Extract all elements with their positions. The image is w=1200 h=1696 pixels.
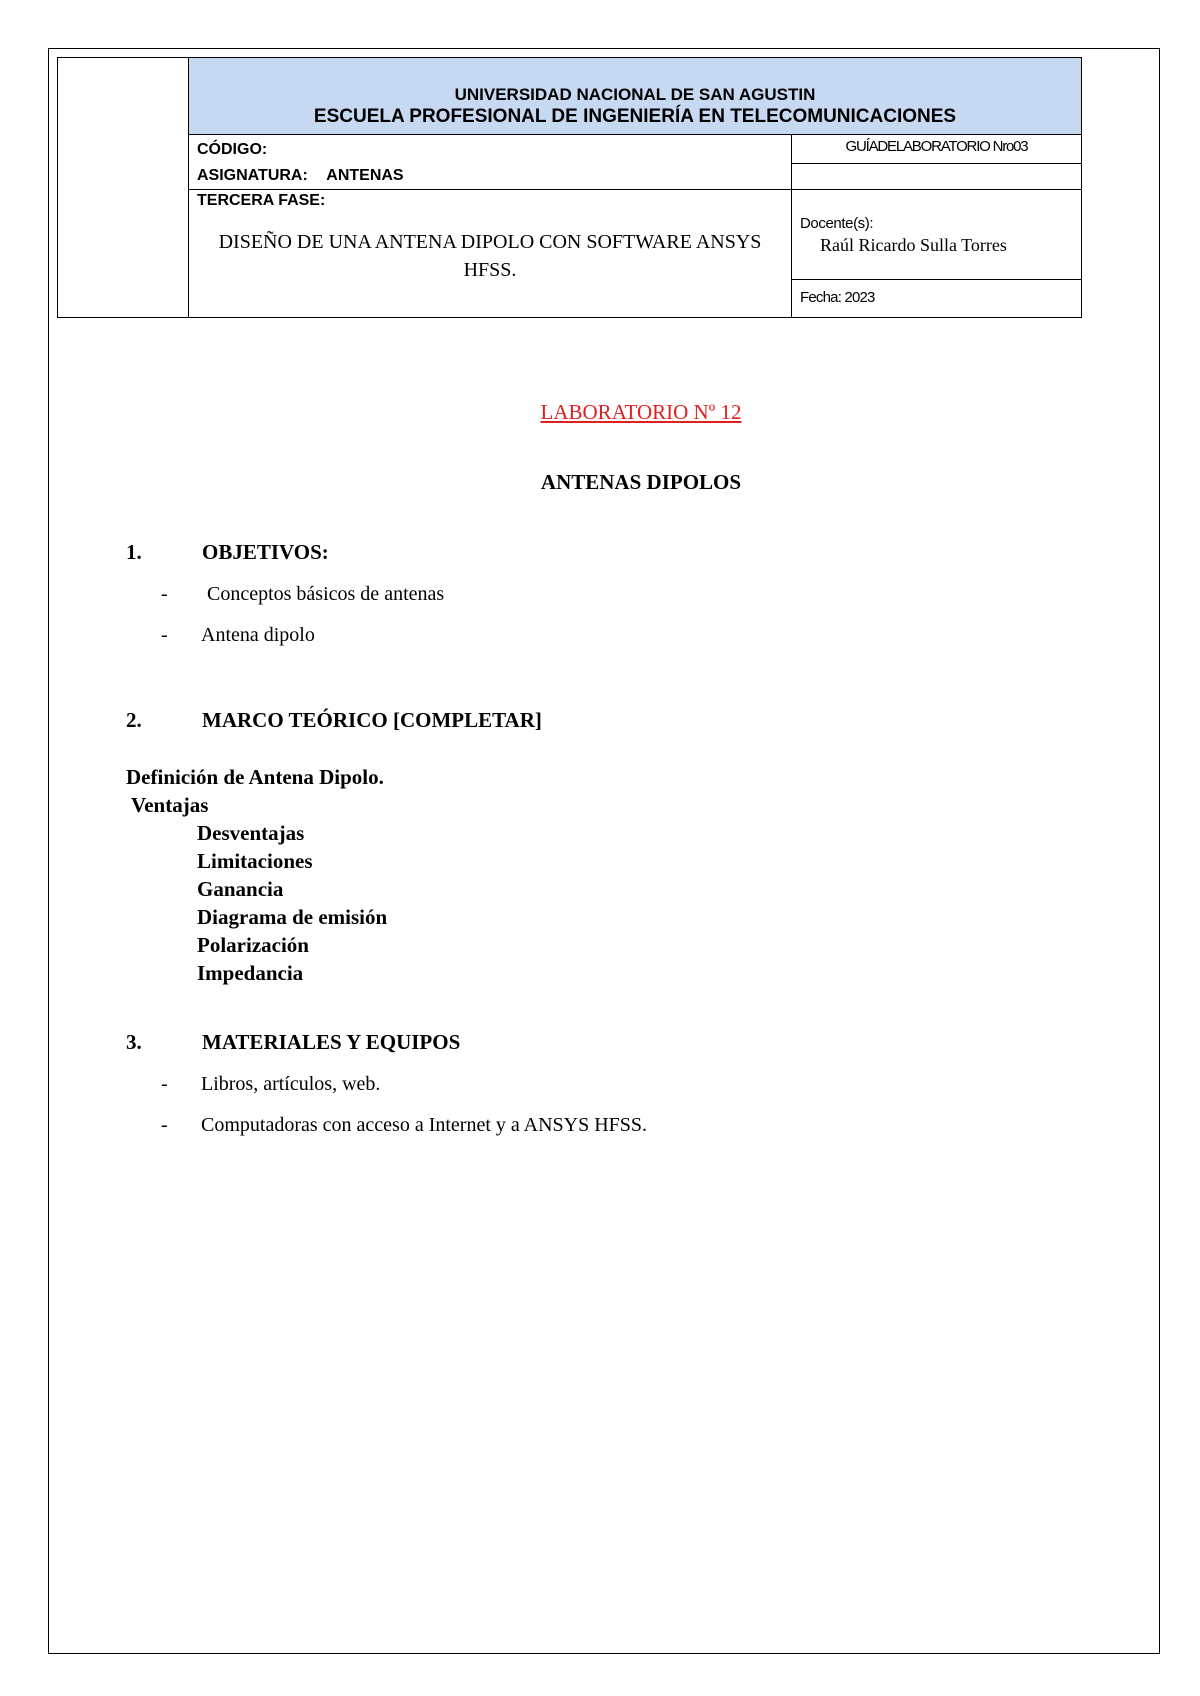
definition-line: Definición de Antena Dipolo.	[126, 765, 384, 789]
section-title: MARCO TEÓRICO [COMPLETAR]	[202, 708, 542, 732]
section-number: 1.	[126, 540, 142, 564]
ventajas-line: Ventajas	[131, 793, 209, 817]
marco-item: Limitaciones	[197, 849, 313, 873]
list-item: - Conceptos básicos de antenas	[161, 583, 445, 605]
guide-cell	[792, 135, 1082, 164]
school-name: ESCUELA PROFESIONAL DE INGENIERÍA EN TELECOMUNICACIONES	[313, 106, 957, 127]
project-cell	[189, 190, 792, 318]
marco-item: Desventajas	[197, 821, 305, 845]
list-item: - Libros, artículos, web.	[161, 1073, 381, 1095]
main-title: ANTENAS DIPOLOS	[540, 470, 742, 494]
university-name: UNIVERSIDAD NACIONAL DE SAN AGUSTIN	[454, 85, 816, 104]
project-title: DISEÑO DE UNA ANTENA DIPOLO CON SOFTWARE ANSYS HFSS.	[218, 231, 762, 281]
subject-value: ANTENAS	[326, 167, 404, 184]
guide-number: GUÍADELABORATORIO Nro03	[845, 138, 1028, 155]
header-table	[57, 57, 1082, 318]
section-number: 2.	[126, 708, 142, 732]
marco-item: Ganancia	[197, 877, 284, 901]
section-title: OBJETIVOS:	[202, 540, 329, 564]
fecha-cell	[792, 280, 1082, 318]
fecha: Fecha: 2023	[800, 289, 875, 306]
docente-label: Docente(s):	[800, 215, 874, 232]
section-heading-marco-teorico	[126, 708, 542, 733]
phase-label: TERCERA FASE:	[197, 192, 326, 209]
subject-line	[197, 163, 791, 189]
docente-name: Raúl Ricardo Sulla Torres	[820, 235, 1007, 255]
code-label: CÓDIGO:	[197, 141, 268, 158]
list-item: - Computadoras con acceso a Internet y a ANSYS HFSS.	[161, 1114, 648, 1136]
marco-item: Polarización	[197, 933, 309, 957]
logo-cell	[58, 58, 189, 318]
section-heading-objetivos	[126, 540, 329, 565]
marco-item: Impedancia	[197, 961, 304, 985]
code-subject-cell	[189, 135, 792, 190]
section-title: MATERIALES Y EQUIPOS	[202, 1030, 461, 1054]
list-item: - Antena dipolo	[161, 624, 315, 646]
university-header	[189, 58, 1082, 135]
empty-cell	[792, 163, 1082, 189]
marco-item: Diagrama de emisión	[197, 905, 388, 929]
docente-cell	[792, 190, 1082, 280]
section-number: 3.	[126, 1030, 142, 1054]
subject-label: ASIGNATURA:	[197, 167, 308, 184]
lab-title: LABORATORIO Nº 12	[540, 400, 742, 424]
section-heading-materiales	[126, 1030, 460, 1055]
